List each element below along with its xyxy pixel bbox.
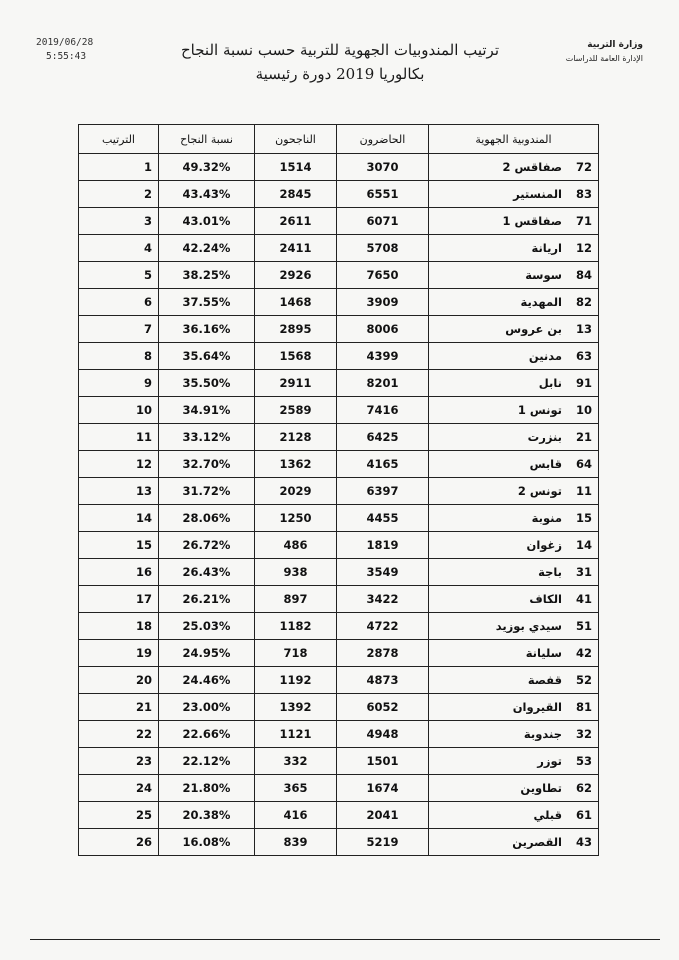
passed-count: 2845 [255, 181, 337, 208]
table-row [79, 370, 599, 397]
success-rate: 33.12% [159, 424, 255, 451]
rank-number: 16 [79, 559, 159, 586]
success-rate: 43.01% [159, 208, 255, 235]
passed-count: 1468 [255, 289, 337, 316]
success-rate: 26.43% [159, 559, 255, 586]
region-cell [429, 532, 599, 559]
rank-number: 23 [79, 748, 159, 775]
present-count: 8006 [337, 316, 429, 343]
present-count: 4948 [337, 721, 429, 748]
passed-count: 1192 [255, 667, 337, 694]
present-count: 7650 [337, 262, 429, 289]
region-name: زغوان [526, 538, 562, 552]
table-row [79, 802, 599, 829]
region-cell [429, 505, 599, 532]
region-code: 63 [575, 349, 592, 363]
table-row [79, 262, 599, 289]
footer-divider [30, 939, 660, 940]
success-rate: 26.72% [159, 532, 255, 559]
region-cell [429, 289, 599, 316]
present-count: 1501 [337, 748, 429, 775]
success-rate: 24.95% [159, 640, 255, 667]
rank-number: 7 [79, 316, 159, 343]
header-rate: نسبة النجاح [159, 125, 255, 154]
table-row [79, 343, 599, 370]
table-row [79, 640, 599, 667]
table-row [79, 667, 599, 694]
region-code: 13 [575, 322, 592, 336]
table-row [79, 721, 599, 748]
region-code: 53 [575, 754, 592, 768]
region-cell [429, 235, 599, 262]
rank-number: 13 [79, 478, 159, 505]
table-row [79, 397, 599, 424]
rank-number: 17 [79, 586, 159, 613]
region-name: قبلي [533, 808, 562, 822]
results-table [78, 124, 599, 856]
success-rate: 42.24% [159, 235, 255, 262]
success-rate: 32.70% [159, 451, 255, 478]
present-count: 2878 [337, 640, 429, 667]
success-rate: 31.72% [159, 478, 255, 505]
table-row [79, 586, 599, 613]
region-cell [429, 343, 599, 370]
region-name: منوبة [531, 511, 562, 525]
table-row [79, 829, 599, 856]
region-cell [429, 829, 599, 856]
table-row [79, 694, 599, 721]
rank-number: 4 [79, 235, 159, 262]
success-rate: 28.06% [159, 505, 255, 532]
success-rate: 35.50% [159, 370, 255, 397]
region-code: 62 [575, 781, 592, 795]
present-count: 7416 [337, 397, 429, 424]
region-code: 91 [575, 376, 592, 390]
ministry-name: وزارة التربية [587, 40, 643, 50]
present-count: 5708 [337, 235, 429, 262]
region-name: سليانة [525, 646, 562, 660]
passed-count: 2911 [255, 370, 337, 397]
region-cell [429, 775, 599, 802]
region-name: سوسة [525, 268, 562, 282]
region-code: 41 [575, 592, 592, 606]
passed-count: 897 [255, 586, 337, 613]
region-name: صفاقس 2 [502, 160, 562, 174]
passed-count: 2029 [255, 478, 337, 505]
present-count: 6425 [337, 424, 429, 451]
passed-count: 2128 [255, 424, 337, 451]
region-code: 71 [575, 214, 592, 228]
region-code: 64 [575, 457, 592, 471]
passed-count: 1392 [255, 694, 337, 721]
table-row [79, 451, 599, 478]
region-name: مدنين [528, 349, 562, 363]
region-cell [429, 613, 599, 640]
region-name: جندوبة [523, 727, 562, 741]
region-code: 83 [575, 187, 592, 201]
region-cell [429, 262, 599, 289]
present-count: 6397 [337, 478, 429, 505]
region-name: بنزرت [527, 430, 562, 444]
present-count: 4455 [337, 505, 429, 532]
rank-number: 15 [79, 532, 159, 559]
present-count: 6551 [337, 181, 429, 208]
rank-number: 1 [79, 154, 159, 181]
region-name: قفصة [527, 673, 562, 687]
rank-number: 24 [79, 775, 159, 802]
passed-count: 938 [255, 559, 337, 586]
region-code: 51 [575, 619, 592, 633]
header-present: الحاضرون [337, 125, 429, 154]
rank-number: 21 [79, 694, 159, 721]
passed-count: 486 [255, 532, 337, 559]
passed-count: 2611 [255, 208, 337, 235]
table-row [79, 532, 599, 559]
passed-count: 416 [255, 802, 337, 829]
rank-number: 12 [79, 451, 159, 478]
table-row [79, 424, 599, 451]
table-row [79, 559, 599, 586]
region-code: 43 [575, 835, 592, 849]
success-rate: 26.21% [159, 586, 255, 613]
passed-count: 332 [255, 748, 337, 775]
header-rank: الترتيب [79, 125, 159, 154]
region-name: تونس 1 [517, 403, 562, 417]
table-header-row [79, 125, 599, 154]
region-cell [429, 586, 599, 613]
region-name: بن عروس [505, 322, 562, 336]
region-name: القصرين [512, 835, 562, 849]
region-name: القيروان [512, 700, 562, 714]
timestamp-date: 2019/06/28 [36, 37, 94, 48]
passed-count: 2589 [255, 397, 337, 424]
success-rate: 24.46% [159, 667, 255, 694]
passed-count: 2926 [255, 262, 337, 289]
present-count: 1819 [337, 532, 429, 559]
table-body [79, 154, 599, 856]
present-count: 3549 [337, 559, 429, 586]
present-count: 4399 [337, 343, 429, 370]
region-code: 82 [575, 295, 592, 309]
present-count: 6071 [337, 208, 429, 235]
region-name: باجة [538, 565, 562, 579]
rank-number: 19 [79, 640, 159, 667]
document-title [110, 38, 570, 86]
table-row [79, 748, 599, 775]
region-code: 42 [575, 646, 592, 660]
passed-count: 1121 [255, 721, 337, 748]
present-count: 3909 [337, 289, 429, 316]
table-row [79, 775, 599, 802]
region-code: 84 [575, 268, 592, 282]
table-row [79, 289, 599, 316]
success-rate: 22.12% [159, 748, 255, 775]
print-timestamp [36, 36, 93, 64]
region-cell [429, 667, 599, 694]
table-row [79, 235, 599, 262]
rank-number: 25 [79, 802, 159, 829]
rank-number: 11 [79, 424, 159, 451]
region-name: المنستير [513, 187, 562, 201]
title-line-1: ترتيب المندوبيات الجهوية للتربية حسب نسبة النجاح [180, 41, 500, 59]
timestamp-time: 5:55:43 [46, 51, 87, 62]
region-code: 21 [575, 430, 592, 444]
header-passed: الناجحون [255, 125, 337, 154]
rank-number: 20 [79, 667, 159, 694]
ministry-department: الإدارة العامة للدراسات [565, 54, 643, 63]
success-rate: 34.91% [159, 397, 255, 424]
table-row [79, 613, 599, 640]
region-cell [429, 802, 599, 829]
success-rate: 36.16% [159, 316, 255, 343]
region-code: 32 [575, 727, 592, 741]
table-row [79, 316, 599, 343]
region-name: اريانة [531, 241, 562, 255]
passed-count: 718 [255, 640, 337, 667]
table-row [79, 208, 599, 235]
success-rate: 20.38% [159, 802, 255, 829]
passed-count: 2411 [255, 235, 337, 262]
present-count: 5219 [337, 829, 429, 856]
present-count: 3422 [337, 586, 429, 613]
region-cell [429, 370, 599, 397]
rank-number: 2 [79, 181, 159, 208]
region-code: 31 [575, 565, 592, 579]
region-cell [429, 208, 599, 235]
region-code: 61 [575, 808, 592, 822]
rank-number: 9 [79, 370, 159, 397]
passed-count: 1250 [255, 505, 337, 532]
rank-number: 5 [79, 262, 159, 289]
passed-count: 1514 [255, 154, 337, 181]
success-rate: 35.64% [159, 343, 255, 370]
region-name: نابل [538, 376, 562, 390]
rank-number: 14 [79, 505, 159, 532]
region-name: المهدية [520, 295, 562, 309]
region-code: 15 [575, 511, 592, 525]
title-line-2: بكالوريا 2019 دورة رئيسية [255, 65, 425, 83]
table-row [79, 181, 599, 208]
table-row [79, 154, 599, 181]
region-cell [429, 559, 599, 586]
region-cell [429, 721, 599, 748]
present-count: 3070 [337, 154, 429, 181]
region-cell [429, 694, 599, 721]
region-cell [429, 451, 599, 478]
success-rate: 23.00% [159, 694, 255, 721]
rank-number: 26 [79, 829, 159, 856]
present-count: 6052 [337, 694, 429, 721]
present-count: 4873 [337, 667, 429, 694]
passed-count: 1362 [255, 451, 337, 478]
present-count: 4722 [337, 613, 429, 640]
passed-count: 839 [255, 829, 337, 856]
region-name: تطاوين [520, 781, 562, 795]
region-name: صفاقس 1 [502, 214, 562, 228]
success-rate: 37.55% [159, 289, 255, 316]
region-code: 11 [575, 484, 592, 498]
region-name: قابس [529, 457, 562, 471]
present-count: 8201 [337, 370, 429, 397]
table-row [79, 505, 599, 532]
region-cell [429, 478, 599, 505]
success-rate: 49.32% [159, 154, 255, 181]
passed-count: 2895 [255, 316, 337, 343]
region-cell [429, 424, 599, 451]
ministry-header [566, 38, 643, 66]
region-code: 81 [575, 700, 592, 714]
passed-count: 365 [255, 775, 337, 802]
passed-count: 1568 [255, 343, 337, 370]
region-code: 10 [575, 403, 592, 417]
region-name: توزر [537, 754, 562, 768]
region-name: الكاف [529, 592, 562, 606]
passed-count: 1182 [255, 613, 337, 640]
header-region: المندوبية الجهوية [429, 125, 599, 154]
region-cell [429, 748, 599, 775]
rank-number: 10 [79, 397, 159, 424]
table-row [79, 478, 599, 505]
region-name: سيدي بوزيد [495, 619, 562, 633]
success-rate: 25.03% [159, 613, 255, 640]
rank-number: 3 [79, 208, 159, 235]
success-rate: 38.25% [159, 262, 255, 289]
region-cell [429, 181, 599, 208]
rank-number: 8 [79, 343, 159, 370]
success-rate: 43.43% [159, 181, 255, 208]
region-code: 12 [575, 241, 592, 255]
region-code: 72 [575, 160, 592, 174]
region-code: 14 [575, 538, 592, 552]
region-cell [429, 316, 599, 343]
success-rate: 21.80% [159, 775, 255, 802]
present-count: 1674 [337, 775, 429, 802]
region-cell [429, 154, 599, 181]
success-rate: 16.08% [159, 829, 255, 856]
success-rate: 22.66% [159, 721, 255, 748]
rank-number: 6 [79, 289, 159, 316]
region-name: تونس 2 [517, 484, 562, 498]
present-count: 2041 [337, 802, 429, 829]
region-code: 52 [575, 673, 592, 687]
region-cell [429, 397, 599, 424]
rank-number: 18 [79, 613, 159, 640]
present-count: 4165 [337, 451, 429, 478]
region-cell [429, 640, 599, 667]
rank-number: 22 [79, 721, 159, 748]
